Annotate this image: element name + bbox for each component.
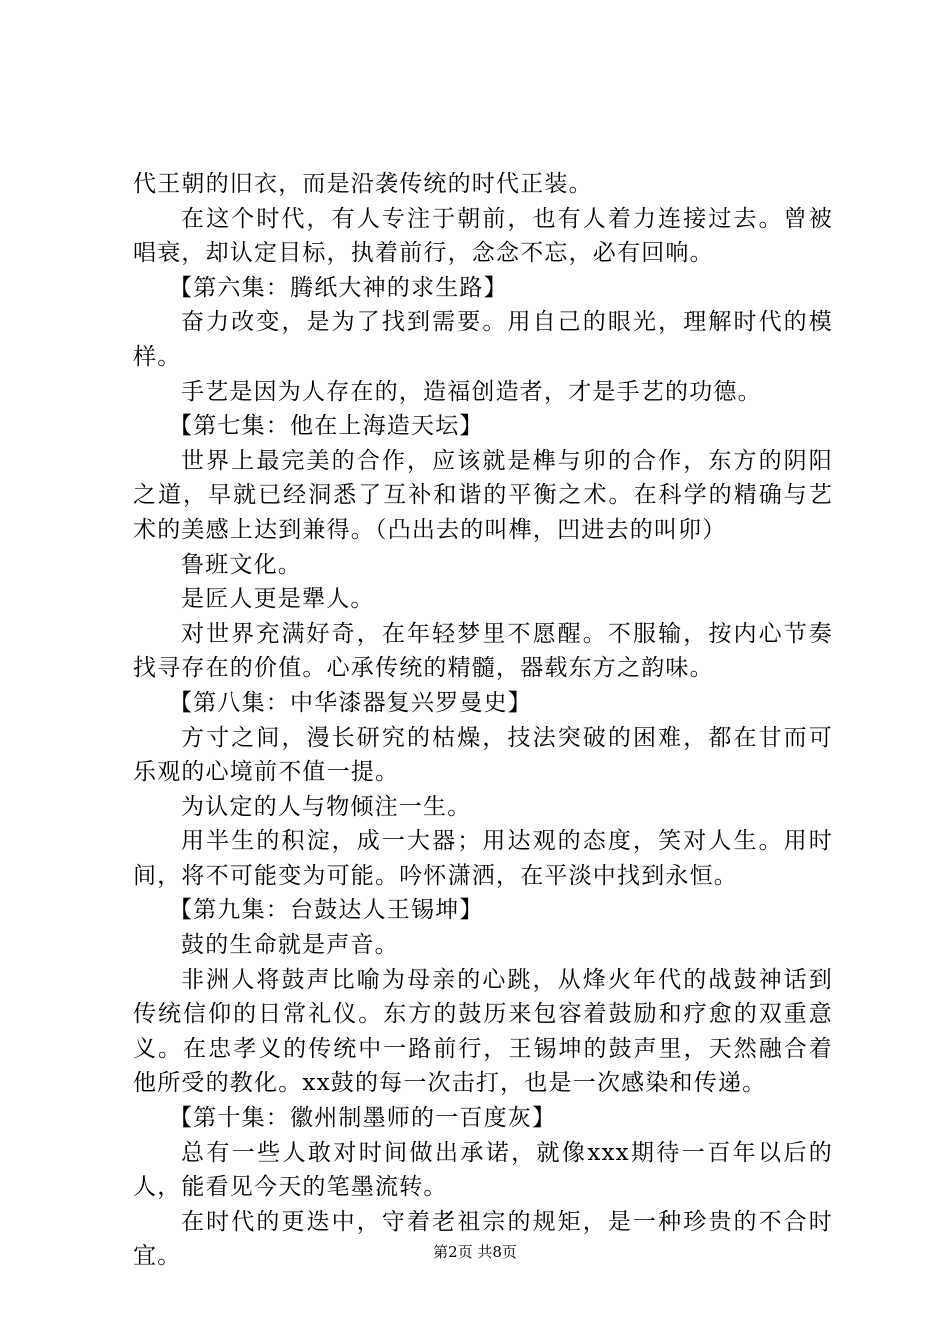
paragraph: 鼓的生命就是声音。 [181, 932, 399, 959]
paragraph: 总有一些人敢对时间做出承诺，就像xxx期待一百年以后的人，能看见今天的笔墨流转。 [133, 1139, 833, 1201]
paragraph-continuation: 代王朝的旧衣，而是沿袭传统的时代正装。 [133, 171, 593, 197]
page-number-footer: 第2页 共8页 [433, 1243, 517, 1261]
paragraph: 世界上最完美的合作，应该就是榫与卯的合作，东方的阴阳之道，早就已经洞悉了互补和谐的平衡之术。在科学的精确与艺术的美感上达到兼得。（凸出去的叫榫，凹进去的叫卯） [133, 447, 833, 543]
paragraph: 鲁班文化。 [181, 551, 302, 578]
paragraph: 在时代的更迭中，守着老祖宗的规矩，是一种珍贵的不合时宜。 [133, 1208, 833, 1270]
paragraph: 在这个时代，有人专注于朝前，也有人着力连接过去。曾被唱衰，却认定目标，执着前行，念念不忘，必有回响。 [133, 205, 833, 267]
paragraph: 为认定的人与物倾注一生。 [181, 793, 472, 820]
episode-heading-6: 【第六集：腾纸大神的求生路】 [169, 274, 508, 301]
episode-heading-10: 【第十集：徽州制墨师的一百度灰】 [169, 1105, 557, 1132]
episode-heading-7: 【第七集：他在上海造天坛】 [169, 413, 484, 440]
paragraph: 奋力改变，是为了找到需要。用自己的眼光，理解时代的模样。 [133, 309, 833, 370]
paragraph: 是匠人更是犟人。 [181, 586, 375, 613]
document-body [133, 167, 833, 1274]
paragraph: 手艺是因为人存在的，造福创造者，才是手艺的功德。 [181, 378, 762, 405]
episode-heading-8: 【第八集：中华漆器复兴罗曼史】 [169, 689, 532, 716]
paragraph: 对世界充满好奇，在年轻梦里不愿醒。不服输，按内心节奏找寻存在的价值。心承传统的精髓，器载东方之韵味。 [133, 620, 833, 682]
paragraph: 非洲人将鼓声比喻为母亲的心跳，从烽火年代的战鼓神话到传统信仰的日常礼仪。东方的鼓历来包容着鼓励和疗愈的双重意义。在忠孝义的传统中一路前行，王锡坤的鼓声里，天然融合着他所受的教化。xx鼓的每一次击打，也是一次感染和传递。 [133, 966, 833, 1097]
episode-heading-9: 【第九集：台鼓达人王锡坤】 [169, 897, 484, 924]
paragraph: 用半生的积淀，成一大器；用达观的态度，笑对人生。用时间，将不可能变为可能。吟怀潇洒，在平淡中找到永恒。 [133, 828, 833, 889]
paragraph: 方寸之间，漫长研究的枯燥，技法突破的困难，都在甘而可乐观的心境前不值一提。 [133, 724, 833, 786]
